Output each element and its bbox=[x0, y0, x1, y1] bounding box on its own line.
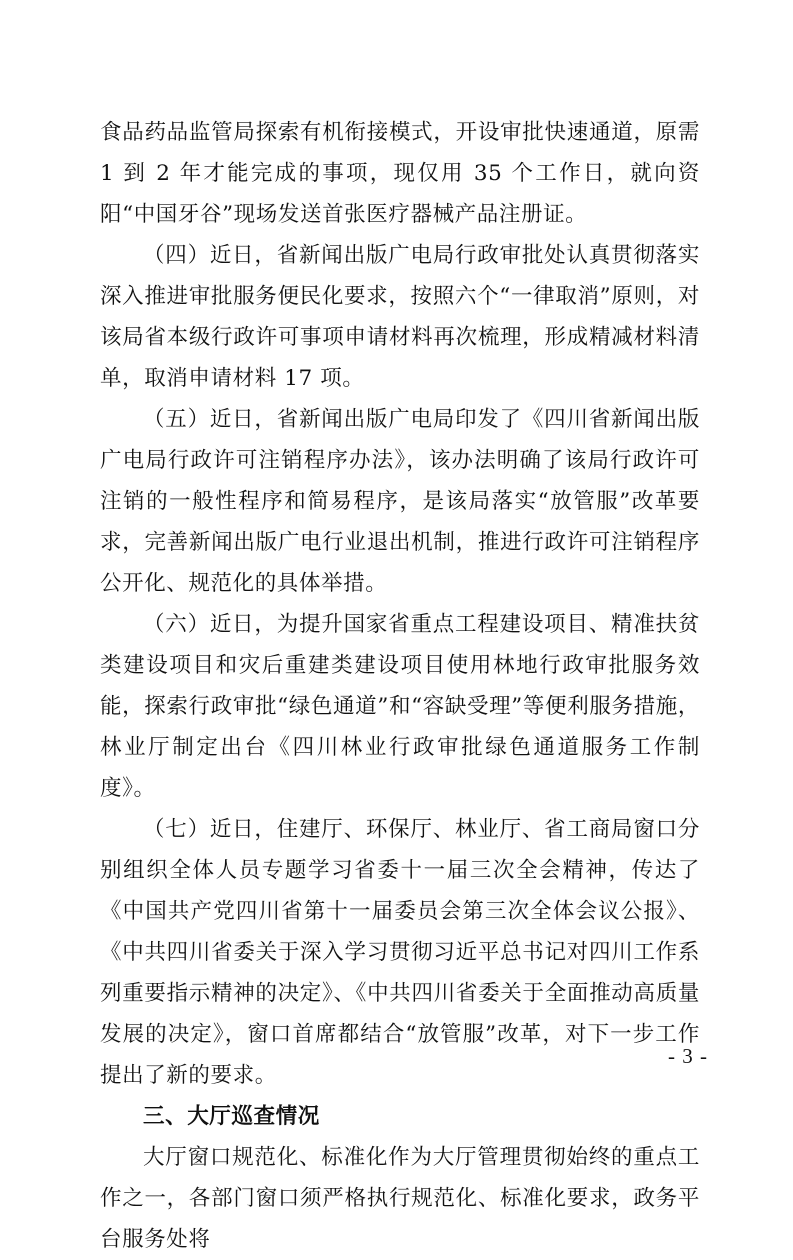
document-body bbox=[100, 112, 700, 1260]
paragraph-item-5: （五）近日，省新闻出版广电局印发了《四川省新闻出版广电局行政许可注销程序办法》，该办法明确了该局行政许可注销的一般性程序和简易程序，是该局落实“放管服”改革要求，完善新闻出版广电行业退出机制，推进行政许可注销程序公开化、规范化的具体举措。 bbox=[100, 407, 700, 596]
section-heading: 三、大厅巡查情况 bbox=[143, 1104, 320, 1129]
paragraph-item-7: （七）近日，住建厅、环保厅、林业厅、省工商局窗口分别组织全体人员专题学习省委十一届三次全会精神，传达了《中国共产党四川省第十一届委员会第三次全体会议公报》、《中共四川省委关于深入学习贯彻习近平总书记对四川工作系列重要指示精神的决定》、《中共四川省委关于全面推动高质量发展的决定》，窗口首席都结合“放管服”改革，对下一步工作提出了新的要求。 bbox=[100, 817, 700, 1088]
page-number: - 3 - bbox=[668, 1044, 708, 1068]
paragraph-item-6: （六）近日，为提升国家省重点工程建设项目、精准扶贫类建设项目和灾后重建类建设项目使用林地行政审批服务效能，探索行政审批“绿色通道”和“容缺受理”等便利服务措施，林业厅制定出台《四川林业行政审批绿色通道服务工作制度》。 bbox=[100, 612, 700, 801]
section-paragraph: 大厅窗口规范化、标准化作为大厅管理贯彻始终的重点工作之一，各部门窗口须严格执行规范化、标准化要求，政务平台服务处将 bbox=[100, 1145, 700, 1252]
paragraph-continued: 食品药品监管局探索有机衔接模式，开设审批快速通道，原需 1 到 2 年才能完成的事项，现仅用 35 个工作日，就向资阳“中国牙谷”现场发送首张医疗器械产品注册证。 bbox=[100, 120, 700, 227]
paragraph-item-4: （四）近日，省新闻出版广电局行政审批处认真贯彻落实深入推进审批服务便民化要求，按照六个“一律取消”原则，对该局省本级行政许可事项申请材料再次梳理，形成精减材料清单，取消申请材料 17 项。 bbox=[100, 243, 700, 391]
